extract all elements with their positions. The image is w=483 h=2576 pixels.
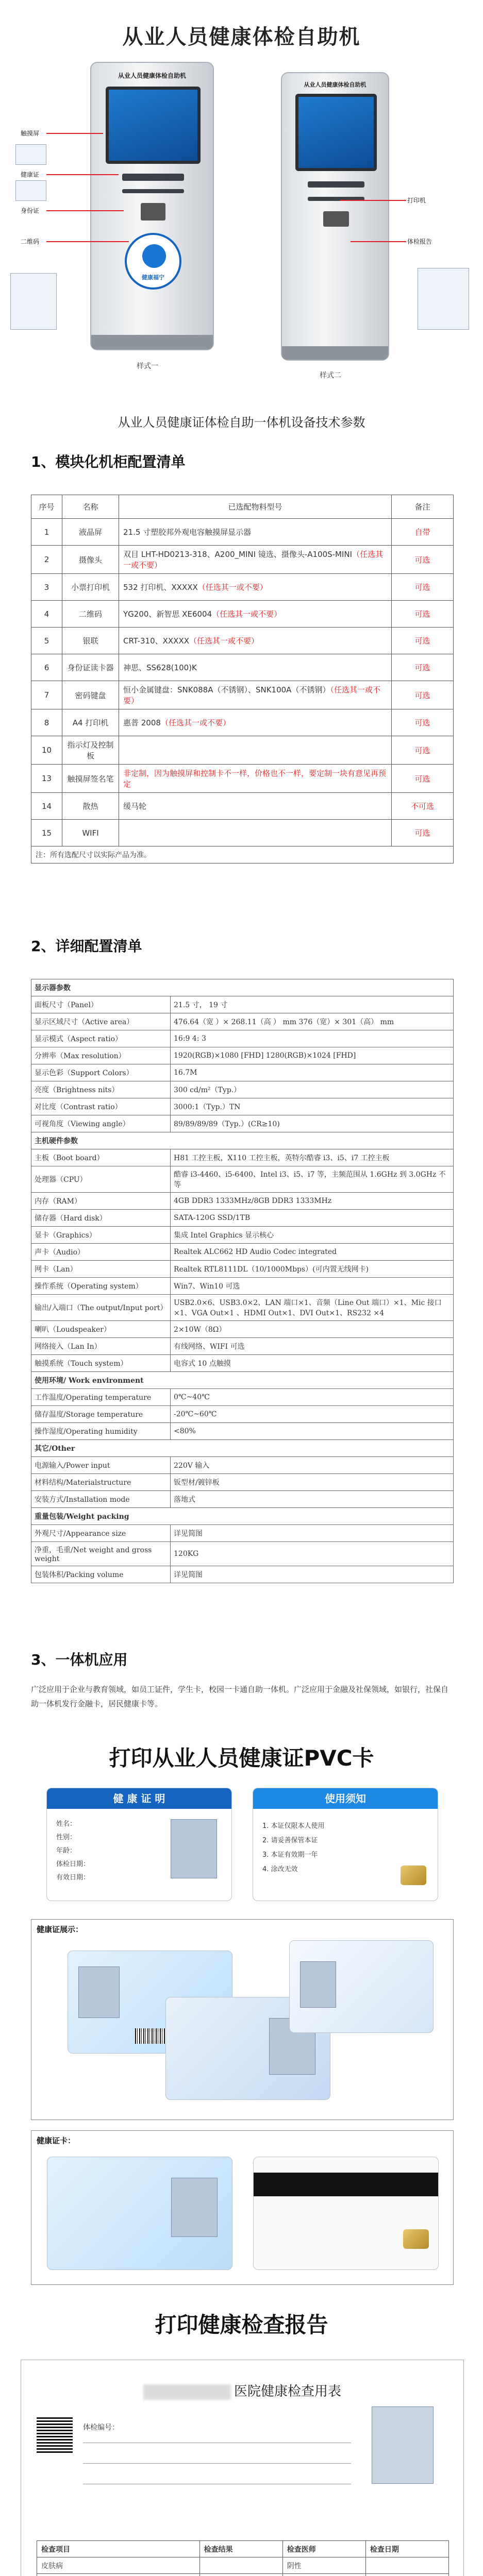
- report-hospital-blur: [143, 2384, 231, 2400]
- detail-group-row: [31, 1508, 454, 1525]
- detail-group-label: 其它/Other: [31, 1440, 454, 1457]
- config-name: 身份证读卡器: [62, 654, 119, 681]
- report-thumb-right: [418, 268, 469, 330]
- detail-value: 4GB DDR3 1333MHz/8GB DDR3 1333MHz: [171, 1193, 454, 1210]
- detail-key: 面板尺寸（Panel）: [31, 996, 171, 1013]
- detail-row: [31, 1566, 454, 1583]
- detail-key: 操作系统（Operating system）: [31, 1278, 171, 1295]
- detail-value: 16.7M: [171, 1064, 454, 1081]
- config-model-text: CRT-310、XXXXX: [123, 636, 190, 646]
- application-description: 广泛应用于企业与教育领域，如员工证件，学生卡，校园一卡通自助一体机。广泛应用于金融及社保领域，如银行，社保自助一体机发行金融卡，居民健康卡等。: [31, 1685, 449, 1708]
- card-back-row: 4. 涂改无效: [262, 1866, 298, 1873]
- config-table-header: [31, 495, 454, 519]
- kiosk-right-title: 从业人员健康体检自助机: [304, 81, 367, 88]
- detail-key: 网络接入（Lan In）: [31, 1338, 171, 1355]
- cert-card-back: [253, 2157, 439, 2270]
- tag-id-card: 身份证: [21, 207, 40, 214]
- report-cell: [199, 2557, 282, 2574]
- config-model-red: （任选其一或不要）: [189, 636, 259, 646]
- config-no: 5: [31, 628, 62, 654]
- card-front-row: 性别：: [56, 1834, 77, 1841]
- report-cell: 检查项目: [37, 2541, 200, 2557]
- detail-value: 2×10W（8Ω）: [171, 1321, 454, 1338]
- config-model: [119, 519, 392, 546]
- config-table-row: [31, 519, 454, 546]
- doc-title: 从业人员健康证体检自助一体机设备技术参数: [118, 415, 365, 430]
- hero-section: [0, 0, 483, 392]
- detail-value: 300 cd/m²（Typ.）: [171, 1081, 454, 1098]
- card-chip: [401, 1866, 426, 1885]
- config-model: [119, 765, 392, 793]
- config-model-text: 532 打印机、XXXXX: [123, 583, 198, 592]
- detail-value: Win7、Win10 可选: [171, 1278, 454, 1295]
- detail-row: [31, 1491, 454, 1508]
- kiosk-left-slot-2: [122, 189, 184, 193]
- detail-row: [31, 1278, 454, 1295]
- detail-value: 1920(RGB)×1080 [FHD] 1280(RGB)×1024 [FHD]: [171, 1047, 454, 1064]
- config-table-row: [31, 574, 454, 601]
- config-table-footnote: 注：所有选配尺寸以实际产品为准。: [31, 846, 454, 863]
- detail-row: [31, 1244, 454, 1261]
- detail-row: [31, 1321, 454, 1338]
- config-table-row: [31, 793, 454, 820]
- config-table: [31, 495, 454, 863]
- detail-value: <80%: [171, 1423, 454, 1440]
- detail-row: [31, 1389, 454, 1406]
- detail-key: 工作温度/Operating temperature: [31, 1389, 171, 1406]
- config-no: 1: [31, 519, 62, 546]
- detail-key: 输出/入端口（The output/Input port）: [31, 1295, 171, 1321]
- detail-value: 16:9 4: 3: [171, 1030, 454, 1047]
- config-note: 不可选: [392, 793, 454, 820]
- config-model-text: YG200、新智思 XE6004: [123, 609, 212, 619]
- config-model: [119, 546, 392, 574]
- config-no: 6: [31, 654, 62, 681]
- config-note: 可选: [392, 628, 454, 654]
- kiosk-left-slot-1: [122, 174, 184, 181]
- config-no: 15: [31, 820, 62, 846]
- detail-key: 储存器（Hard disk）: [31, 1210, 171, 1227]
- detail-key: 处理器（CPU）: [31, 1166, 171, 1193]
- config-no: 10: [31, 736, 62, 765]
- cert-card-chip: [403, 2229, 429, 2249]
- tag-report: 体检报告: [407, 238, 432, 245]
- config-model-red: （任选其一或不要）: [212, 609, 282, 619]
- detail-row: [31, 1193, 454, 1210]
- report-thumb-left: [10, 273, 57, 330]
- config-model-red: （任选其一或不要）: [197, 583, 268, 592]
- col-model: 已选配物料型号: [119, 495, 392, 519]
- cert-card-panel: [31, 2130, 454, 2285]
- detail-row: [31, 1423, 454, 1440]
- config-model-text: 恒小金属键盘：SNK088A（不锈钢）、SNK100A（不锈钢）: [123, 685, 330, 694]
- config-model: [119, 654, 392, 681]
- config-note: 可选: [392, 736, 454, 765]
- config-model: [119, 681, 392, 709]
- detail-key: 内存（RAM）: [31, 1193, 171, 1210]
- leader-line: [46, 210, 124, 211]
- detail-group-label: 显示器参数: [31, 979, 454, 996]
- hero-title: 从业人员健康体检自助机: [122, 25, 361, 49]
- health-cert-thumb: [15, 144, 46, 165]
- config-model: [119, 601, 392, 628]
- kiosk-right: [281, 72, 389, 361]
- detail-row: [31, 1030, 454, 1047]
- config-no: 13: [31, 765, 62, 793]
- report-table: [37, 2540, 449, 2576]
- config-name: 小票打印机: [62, 574, 119, 601]
- config-model: [119, 628, 392, 654]
- leader-line: [340, 200, 406, 201]
- config-table-row: [31, 681, 454, 709]
- detail-value: SATA-120G SSD/1TB: [171, 1210, 454, 1227]
- config-model-red: （任选其一或不要）: [123, 685, 380, 705]
- config-model-text: 惠普 2008: [123, 718, 161, 727]
- config-model: [119, 820, 392, 846]
- cert-card-front: [47, 2157, 232, 2270]
- detail-key: 操作湿度/Operating humidity: [31, 1423, 171, 1440]
- kiosk-left-slot-3: [141, 203, 165, 221]
- detail-value: 钣型材/镀锌板: [171, 1474, 454, 1491]
- config-name: 银联: [62, 628, 119, 654]
- detail-value: 220V 输入: [171, 1457, 454, 1474]
- detail-row: [31, 1149, 454, 1166]
- config-table-row: [31, 601, 454, 628]
- detail-value: Realtek RTL8111DL（10/1000Mbps）(可内置无线网卡): [171, 1261, 454, 1278]
- report-cell: 检查结果: [199, 2541, 282, 2557]
- config-no: 14: [31, 793, 62, 820]
- report-row: [37, 2557, 449, 2574]
- config-model: [119, 709, 392, 736]
- report-cell: [365, 2574, 448, 2576]
- col-name: 名称: [62, 495, 119, 519]
- report-cell: 检查日期: [365, 2541, 448, 2557]
- detail-row: [31, 1064, 454, 1081]
- config-no: 3: [31, 574, 62, 601]
- detail-value: -20℃~60℃: [171, 1406, 454, 1423]
- detail-row: [31, 1047, 454, 1064]
- health-card-back: [253, 1788, 438, 1901]
- kiosk-right-slot-3: [323, 211, 349, 227]
- card-back-row: 1. 本证仅限本人使用: [262, 1822, 325, 1830]
- leader-line: [46, 241, 129, 242]
- cert-display-panel: [31, 1919, 454, 2120]
- config-no: 4: [31, 601, 62, 628]
- detail-value: 详见简图: [171, 1525, 454, 1542]
- tag-qrcode: 二维码: [21, 238, 40, 245]
- config-model-text: 双目 LHT-HD0213-318、A200_MINI 镜选、摄像头-A100S-MINI: [123, 550, 353, 559]
- config-note: 可选: [392, 681, 454, 709]
- config-no: 2: [31, 546, 62, 574]
- detail-key: 声卡（Audio）: [31, 1244, 171, 1261]
- detail-key: 对比度（Contrast ratio）: [31, 1098, 171, 1115]
- config-name: 二维码: [62, 601, 119, 628]
- detail-row: [31, 1474, 454, 1491]
- config-name: 液晶屏: [62, 519, 119, 546]
- leader-line: [46, 174, 119, 175]
- section3-heading: 3、一体机应用: [31, 1651, 128, 1668]
- section1-heading: 1、模块化机柜配置清单: [31, 453, 186, 470]
- report-title-suffix: 医院健康检查用表: [234, 2384, 341, 2399]
- config-table-footnote-row: [31, 846, 454, 863]
- report-cell: [199, 2574, 282, 2576]
- config-table-row: [31, 820, 454, 846]
- detail-key: 材料结构/Materialstructure: [31, 1474, 171, 1491]
- detail-value: 有线网络、WIFI 可选: [171, 1338, 454, 1355]
- cert-display-photo: [78, 1967, 120, 2018]
- config-table-row: [31, 765, 454, 793]
- detail-value: 476.64（宽 ）× 268.11（高 ） mm 376（宽）× 301（高） mm: [171, 1013, 454, 1030]
- report-title: [21, 2381, 463, 2400]
- detail-row: [31, 1210, 454, 1227]
- detail-group-row: [31, 1132, 454, 1149]
- caption-left: 样式一: [137, 362, 158, 370]
- detail-value: 电容式 10 点触摸: [171, 1355, 454, 1372]
- report-cell: 阴性: [282, 2557, 365, 2574]
- tag-health-cert: 健康证: [21, 171, 40, 178]
- detail-value: 0℃~40℃: [171, 1389, 454, 1406]
- config-table-row: [31, 709, 454, 736]
- report-cell: 检查医师: [282, 2541, 365, 2557]
- config-no: 8: [31, 709, 62, 736]
- detail-key: 显示模式（Aspect ratio）: [31, 1030, 171, 1047]
- card-front-photo: [171, 1819, 217, 1878]
- detail-key: 可视角度（Viewing angle）: [31, 1115, 171, 1132]
- detail-key: 分辨率（Max resolution）: [31, 1047, 171, 1064]
- card-front-header: 健 康 证 明: [47, 1788, 231, 1809]
- config-model-red: （任选其一或不要）: [123, 550, 384, 570]
- detail-value: 120KG: [171, 1542, 454, 1566]
- detail-key: 触摸系统（Touch system）: [31, 1355, 171, 1372]
- config-name: 指示灯及控制板: [62, 736, 119, 765]
- kiosk-left-logo-text: 健康福宁: [142, 274, 164, 281]
- kiosk-left: [90, 62, 214, 350]
- kiosk-left-logo: [125, 233, 181, 290]
- report-cell: [282, 2574, 365, 2576]
- detail-group-row: [31, 979, 454, 996]
- detail-value: 落地式: [171, 1491, 454, 1508]
- config-model: [119, 574, 392, 601]
- detail-group-row: [31, 1440, 454, 1457]
- detail-value: H81 工控主板，X110 工控主板，英特尔酷睿 i3、i5、i7 工控主板: [171, 1149, 454, 1166]
- detail-value: 89/89/89/89（Typ.）(CR≥10): [171, 1115, 454, 1132]
- detail-row: [31, 1115, 454, 1132]
- detail-value: USB2.0×6、USB3.0×2、LAN 端口×1、音频（Line Out 端口）×1、Mic 接口×1、VGA Out×1 、HDMI Out×1、DVI Out×1、RS232 ×4: [171, 1295, 454, 1321]
- config-note: 可选: [392, 709, 454, 736]
- detail-value: 详见简图: [171, 1566, 454, 1583]
- detail-key: 喇叭（Loudspeaker）: [31, 1321, 171, 1338]
- config-note: 可选: [392, 654, 454, 681]
- kiosk-left-title: 从业人员健康体检自助机: [118, 72, 186, 79]
- config-note: 可选: [392, 574, 454, 601]
- detail-key: 安装方式/Installation mode: [31, 1491, 171, 1508]
- cert-card-label: 健康证卡：: [37, 2136, 76, 2145]
- col-note: 备注: [392, 495, 454, 519]
- detail-group-label: 重量包装/Weight packing: [31, 1508, 454, 1525]
- config-table-row: [31, 736, 454, 765]
- detail-key: 净重，毛重/Net weight and gross weight: [31, 1542, 171, 1566]
- cert-card-photo: [171, 2178, 218, 2237]
- config-name: 散热: [62, 793, 119, 820]
- banner-health-report: 打印健康检查报告: [155, 2312, 328, 2337]
- detail-row: [31, 1227, 454, 1244]
- card-front-row: 有效日期：: [56, 1874, 90, 1882]
- kiosk-right-slot-1: [308, 181, 364, 188]
- config-name: A4 打印机: [62, 709, 119, 736]
- config-note: 可选: [392, 765, 454, 793]
- detail-value: 集成 Intel Graphics 显示核心: [171, 1227, 454, 1244]
- detail-row: [31, 1081, 454, 1098]
- config-table-row: [31, 546, 454, 574]
- detail-key: 外观尺寸/Appearance size: [31, 1525, 171, 1542]
- config-model-red: （任选其一或不要）: [160, 718, 230, 727]
- config-note: 自带: [392, 519, 454, 546]
- detail-row: [31, 1098, 454, 1115]
- detail-key: 储存温度/Storage temperature: [31, 1406, 171, 1423]
- detail-value: 3000:1（Typ.）TN: [171, 1098, 454, 1115]
- detail-value: Realtek ALC662 HD Audio Codec integrated: [171, 1244, 454, 1261]
- config-table-row: [31, 654, 454, 681]
- config-table-row: [31, 628, 454, 654]
- cert-card-magstripe: [254, 2173, 438, 2196]
- detail-row: [31, 1542, 454, 1566]
- detail-row: [31, 1457, 454, 1474]
- report-divider: [83, 2463, 351, 2464]
- leader-line: [351, 241, 406, 242]
- report-cell: [365, 2557, 448, 2574]
- detail-row: [31, 1355, 454, 1372]
- leader-line: [46, 133, 103, 134]
- cert-display-card-3: [289, 1940, 434, 2033]
- kiosk-right-base: [282, 346, 388, 360]
- detail-value: 酷睿 i3-4460、i5-6400、Intel i3、i5、i7 等，主频范围从 1.6GHz 到 3.0GHz 不等: [171, 1166, 454, 1193]
- cert-display-photo: [300, 1961, 336, 2008]
- config-note: 可选: [392, 546, 454, 574]
- card-back-row: 2. 请妥善保管本证: [262, 1837, 318, 1844]
- report-cell: [37, 2574, 200, 2576]
- detail-key: 显示区域尺寸（Active area）: [31, 1013, 171, 1030]
- banner-pvc-card: 打印从业人员健康证PVC卡: [109, 1745, 374, 1771]
- health-card-front: [46, 1788, 232, 1901]
- detail-key: 包装体积/Packing volume: [31, 1566, 171, 1583]
- detail-value: 21.5 寸， 19 寸: [171, 996, 454, 1013]
- detail-row: [31, 1338, 454, 1355]
- report-barcode-top: [37, 2417, 73, 2453]
- config-no: 7: [31, 681, 62, 709]
- config-model-red: 非定制，因为触摸屏和控制卡不一样，价格也不一样，要定制一块有意见再预定: [123, 769, 387, 789]
- detail-row: [31, 1406, 454, 1423]
- detail-row: [31, 1295, 454, 1321]
- card-front-row: 年龄：: [56, 1847, 77, 1855]
- section2-heading: 2、详细配置清单: [31, 938, 142, 955]
- caption-right: 样式二: [320, 371, 341, 380]
- detail-row: [31, 996, 454, 1013]
- kiosk-right-screen: [295, 94, 377, 171]
- config-model-text: 21.5 寸塑胶邦外观电容触摸屏显示器: [123, 528, 252, 537]
- card-front-row: 体检日期：: [56, 1860, 90, 1868]
- config-model-text: 神思、SS628(100)K: [123, 663, 197, 672]
- config-name: 触摸屏签名笔: [62, 765, 119, 793]
- card-back-row: 3. 本证有效期一年: [262, 1851, 318, 1859]
- card-front-row: 姓名：: [56, 1820, 77, 1828]
- report-id-label: 体检编号：: [83, 2424, 119, 2432]
- detail-key: 主板（Boot board）: [31, 1149, 171, 1166]
- detail-row: [31, 1166, 454, 1193]
- detail-key: 电源输入/Power input: [31, 1457, 171, 1474]
- detail-group-label: 主机硬件参数: [31, 1132, 454, 1149]
- config-name: 密码键盘: [62, 681, 119, 709]
- detail-row: [31, 1261, 454, 1278]
- config-name: 摄像头: [62, 546, 119, 574]
- id-card-thumb: [15, 180, 46, 201]
- report-photo: [372, 2406, 434, 2484]
- tag-touchscreen: 触摸屏: [21, 130, 40, 137]
- config-name: WIFI: [62, 820, 119, 846]
- detail-key: 显卡（Graphics）: [31, 1227, 171, 1244]
- detail-row: [31, 1525, 454, 1542]
- config-model-text: 缓马轮: [123, 802, 147, 811]
- kiosk-left-screen: [106, 87, 201, 164]
- detail-table: [31, 979, 454, 1583]
- config-note: 可选: [392, 820, 454, 846]
- tag-printer: 打印机: [407, 197, 426, 204]
- detail-key: 亮度（Brightness nits）: [31, 1081, 171, 1098]
- report-row: [37, 2541, 449, 2557]
- detail-key: 网卡（Lan）: [31, 1261, 171, 1278]
- config-model: [119, 793, 392, 820]
- report-row: [37, 2574, 449, 2576]
- config-note: 可选: [392, 601, 454, 628]
- config-model: [119, 736, 392, 765]
- health-report: [21, 2360, 464, 2576]
- cert-display-label: 健康证展示：: [37, 1925, 84, 1934]
- detail-group-label: 使用环境/ Work environment: [31, 1372, 454, 1389]
- detail-row: [31, 1013, 454, 1030]
- detail-key: 显示色彩（Support Colors）: [31, 1064, 171, 1081]
- card-back-header: 使用须知: [253, 1788, 438, 1809]
- kiosk-left-base: [91, 335, 213, 349]
- report-cell: 皮肤病: [37, 2557, 200, 2574]
- detail-group-row: [31, 1372, 454, 1389]
- col-no: 序号: [31, 495, 62, 519]
